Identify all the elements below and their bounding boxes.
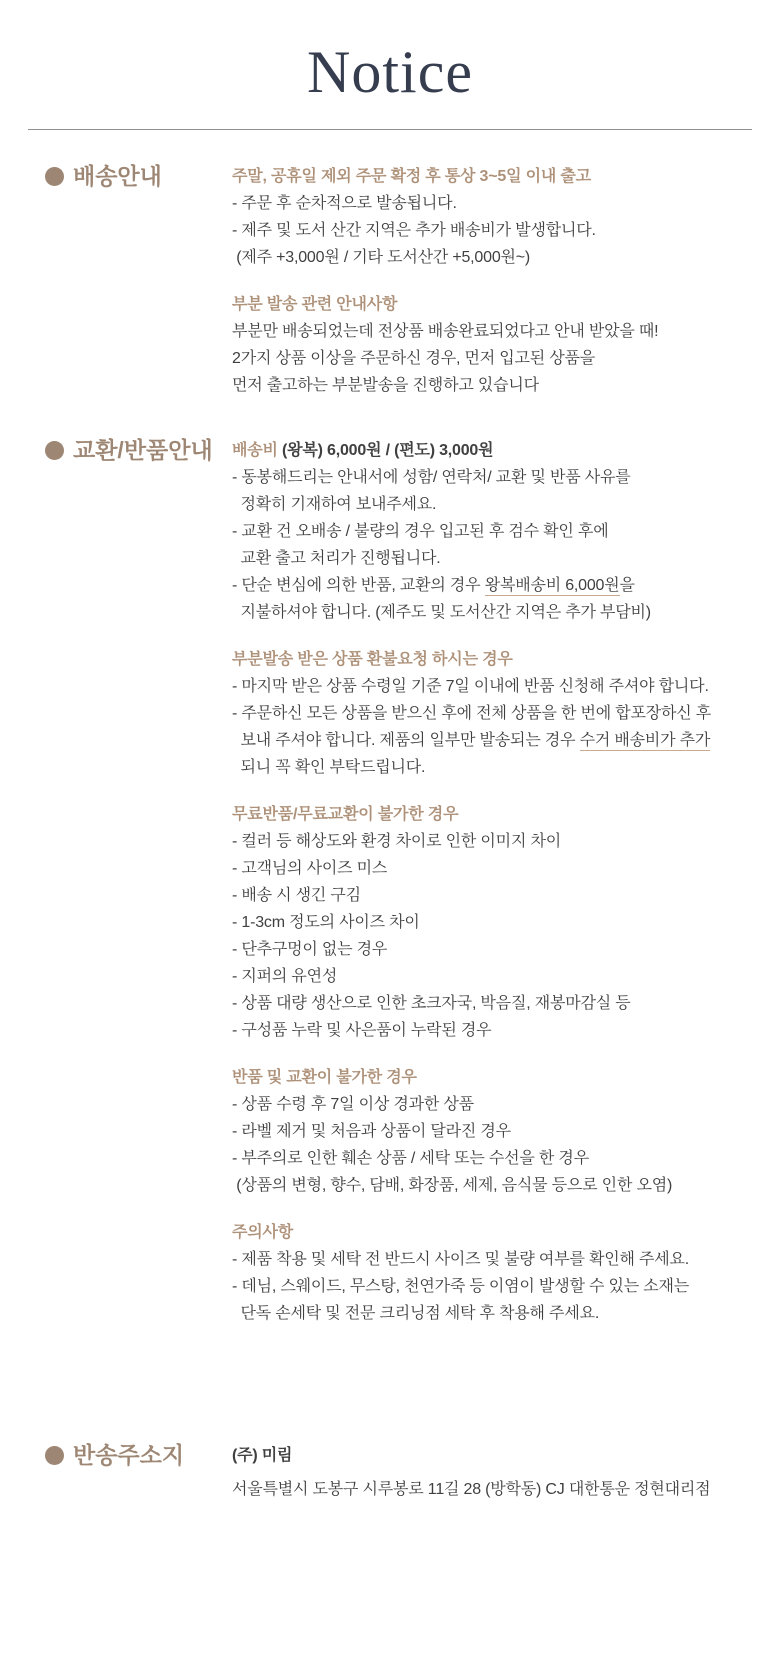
notice-line: (제주 +3,000원 / 기타 도서산간 +5,000원~)	[232, 249, 531, 266]
notice-line: - 고객님의 사이즈 미스	[232, 860, 388, 877]
block-heading	[232, 437, 762, 464]
section-title-exchange	[45, 437, 232, 464]
notice-line: - 제주 및 도서 산간 지역은 추가 배송비가 발생합니다.	[232, 222, 596, 239]
notice-line: - 동봉해드리는 안내서에 성함/ 연락처/ 교환 및 반품 사유를	[232, 469, 631, 486]
shipping-content	[232, 163, 762, 399]
notice-line: 정확히 기재하여 보내주세요.	[232, 496, 437, 513]
notice-line: - 교환 건 오배송 / 불량의 경우 입고된 후 검수 확인 후에	[232, 523, 609, 540]
bullet-icon	[45, 441, 64, 460]
section-title-shipping	[45, 163, 232, 190]
return-address-block	[232, 1442, 762, 1503]
free-return-excluded-block	[232, 801, 762, 1044]
notice-line: - 제품 착용 및 세탁 전 반드시 사이즈 및 불량 여부를 확인해 주세요.	[232, 1251, 689, 1268]
section-label-text: 배송안내	[73, 163, 162, 189]
shipping-schedule-block	[232, 163, 762, 271]
line-text: - 단순 변심에 의한 반품, 교환의 경우	[232, 577, 485, 594]
notice-line: - 마지막 받은 상품 수령일 기준 7일 이내에 반품 신청해 주셔야 합니다.	[232, 678, 709, 695]
partial-shipping-block	[232, 291, 762, 399]
notice-line: 되니 꼭 확인 부탁드립니다.	[232, 759, 426, 776]
notice-line: - 데님, 스웨이드, 무스탕, 천연가죽 등 이염이 발생할 수 있는 소재는	[232, 1278, 689, 1295]
notice-line: - 주문하신 모든 상품을 받으신 후에 전체 상품을 한 번에 합포장하신 후	[232, 705, 711, 722]
block-heading: 주말, 공휴일 제외 주문 확정 후 통상 3~5일 이내 출고	[232, 168, 591, 185]
section-label-text: 교환/반품안내	[73, 437, 213, 463]
notice-line: - 컬러 등 해상도와 환경 차이로 인한 이미지 차이	[232, 833, 561, 850]
return-company-name: (주) 미림	[232, 1447, 293, 1464]
notice-line: 먼저 출고하는 부분발송을 진행하고 있습니다	[232, 377, 539, 394]
block-heading: 반품 및 교환이 불가한 경우	[232, 1069, 417, 1086]
notice-line: (상품의 변형, 향수, 담배, 화장품, 세제, 음식물 등으로 인한 오염)	[232, 1177, 673, 1194]
notice-line: - 상품 수령 후 7일 이상 경과한 상품	[232, 1096, 474, 1113]
notice-line: - 단추구멍이 없는 경우	[232, 941, 388, 958]
block-heading: 주의사항	[232, 1224, 294, 1241]
notice-line: - 라벨 제거 및 처음과 상품이 달라진 경우	[232, 1123, 511, 1140]
notice-line	[232, 572, 762, 599]
block-heading: 무료반품/무료교환이 불가한 경우	[232, 806, 459, 823]
section-shipping	[0, 163, 780, 399]
underlined-text: 왕복배송비 6,000원	[484, 577, 620, 594]
notice-line: - 부주의로 인한 훼손 상품 / 세탁 또는 수선을 한 경우	[232, 1150, 589, 1167]
section-label-text: 반송주소지	[73, 1442, 185, 1468]
partial-refund-block	[232, 646, 762, 781]
return-address-text: 서울특별시 도봉구 시루봉로 11길 28 (방학동) CJ 대한통운 정현대리점	[232, 1481, 711, 1498]
notice-line: 지불하셔야 합니다. (제주도 및 도서산간 지역은 추가 부담비)	[232, 604, 651, 621]
notice-line: - 지퍼의 유연성	[232, 968, 338, 985]
section-title-return-address	[45, 1442, 232, 1469]
notice-line: - 1-3cm 정도의 사이즈 차이	[232, 914, 420, 931]
exchange-fee-block	[232, 437, 762, 626]
return-excluded-block	[232, 1064, 762, 1199]
block-heading: 부분발송 받은 상품 환불요청 하시는 경우	[232, 651, 513, 668]
notice-line: - 구성품 누락 및 사은품이 누락된 경우	[232, 1022, 492, 1039]
line-text: 을	[619, 577, 635, 594]
page-title: Notice	[307, 39, 473, 105]
section-return-address	[0, 1442, 780, 1503]
notice-line: 2가지 상품 이상을 주문하신 경우, 먼저 입고된 상품을	[232, 350, 596, 367]
notice-line: 단독 손세탁 및 전문 크리닝점 세탁 후 착용해 주세요.	[232, 1305, 600, 1322]
notice-line: 교환 출고 처리가 진행됩니다.	[232, 550, 441, 567]
notice-line: 부분만 배송되었는데 전상품 배송완료되었다고 안내 받았을 때!	[232, 323, 659, 340]
exchange-content	[232, 437, 762, 1327]
notice-line: - 배송 시 생긴 구김	[232, 887, 361, 904]
notice-line	[232, 727, 762, 754]
block-heading: 부분 발송 관련 안내사항	[232, 296, 398, 313]
header-divider	[28, 129, 752, 130]
section-exchange-return	[0, 437, 780, 1327]
caution-block	[232, 1219, 762, 1327]
bullet-icon	[45, 1446, 64, 1465]
line-text: 보내 주셔야 합니다. 제품의 일부만 발송되는 경우	[232, 732, 580, 749]
fee-amounts: (왕복) 6,000원 / (편도) 3,000원	[277, 442, 494, 459]
underlined-text: 수거 배송비가 추가	[579, 732, 711, 749]
notice-line: - 주문 후 순차적으로 발송됩니다.	[232, 195, 457, 212]
bullet-icon	[45, 167, 64, 186]
notice-line: - 상품 대량 생산으로 인한 초크자국, 박음질, 재봉마감실 등	[232, 995, 631, 1012]
fee-accent: 배송비	[232, 442, 278, 459]
